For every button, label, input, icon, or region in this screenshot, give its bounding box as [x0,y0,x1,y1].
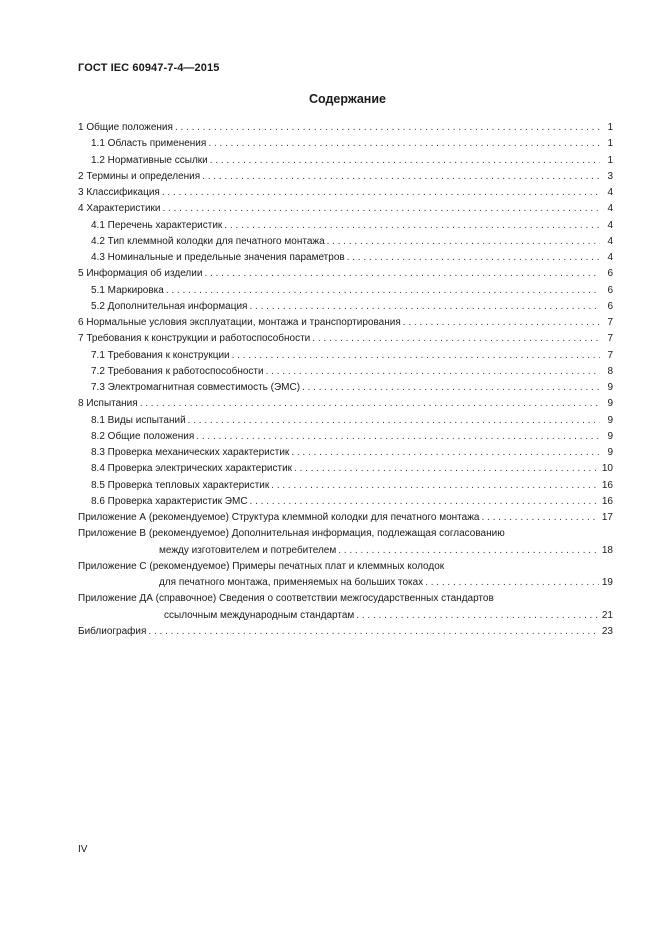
toc-leader-dots [148,626,598,637]
toc-leader-dots [403,317,600,328]
toc-entry[interactable] [78,285,613,301]
toc-entry-page: 16 [601,495,613,507]
toc-entry-label: 7.1 Требования к конструкции [91,349,230,361]
toc-entry[interactable] [78,171,613,187]
toc-entry-label: 8 Испытания [78,398,138,410]
toc-entry-label: 1 Общие положения [78,122,173,133]
toc-entry-label: Библиография [78,625,147,637]
toc-entry-label: между изготовителем и потребителем [159,544,337,556]
toc-leader-dots [175,122,600,133]
toc-entry-page: 9 [607,430,613,442]
toc-leader-dots [271,480,599,491]
document-header: ГОСТ IEC 60947-7-4—2015 [78,62,220,74]
toc-entry[interactable] [78,268,613,284]
toc-entry-page: 4 [607,235,613,247]
toc-entry[interactable] [78,398,613,414]
toc-entry-page: 7 [607,317,613,328]
toc-entry[interactable] [78,220,613,236]
toc-entry[interactable] [78,122,613,138]
toc-leader-dots [294,463,599,474]
toc-leader-dots [224,220,600,231]
toc-entry[interactable] [78,496,613,512]
toc-entry-page: 4 [607,252,613,263]
toc-entry[interactable] [78,415,613,431]
toc-entry-page: 18 [601,544,613,556]
toc-leader-dots [338,545,599,556]
toc-entry-label: для печатного монтажа, применяемых на больших токах [159,577,424,588]
toc-entry[interactable] [78,155,613,171]
toc-entry-label: Приложение ДА (справочное) Сведения о соответствии межгосударственных стандартов [78,593,494,605]
table-of-contents [78,122,613,642]
toc-entry-label: 5.2 Дополнительная информация [91,300,248,312]
toc-entry-page: 6 [607,300,613,312]
toc-entry-appendix-b-line2[interactable] [78,545,613,561]
toc-entry-label: 4.2 Тип клеммной колодки для печатного монтажа [91,235,325,247]
toc-entry[interactable] [78,382,613,398]
toc-leader-dots [481,512,598,523]
toc-entry-appendix-c-line1[interactable] [78,561,613,577]
toc-entry[interactable] [78,203,613,219]
toc-entry-appendix-da-line1[interactable] [78,593,613,609]
toc-leader-dots [425,577,599,588]
toc-entry-page: 9 [607,447,613,458]
toc-entry-label: Приложение С (рекомендуемое) Примеры печатных плат и клеммных колодок [78,560,445,572]
toc-entry-label: 1.1 Область применения [91,138,207,150]
page-title [0,92,661,106]
toc-leader-dots [347,252,600,263]
toc-leader-dots [188,415,600,426]
page-title-text: Содержание [308,92,386,106]
toc-entry-page: 9 [607,414,613,426]
toc-leader-dots [210,155,600,166]
toc-entry[interactable] [78,480,613,496]
page-number: IV [78,844,88,855]
toc-leader-dots [163,203,601,214]
toc-entry-label: 8.5 Проверка тепловых характеристик [91,479,270,491]
toc-entry-page: 17 [601,512,613,523]
toc-entry[interactable] [78,301,613,317]
toc-entry-label: 7.3 Электромагнитная совместимость (ЭМС) [91,382,301,393]
toc-entry-page: 1 [607,138,613,150]
toc-leader-dots [250,496,599,507]
toc-entry-label: 4 Характеристики [78,203,161,215]
toc-entry-label: 5.1 Маркировка [91,284,164,296]
toc-entry-label: Приложение А (рекомендуемое) Структура клеммной колодки для печатного монтажа [78,512,480,523]
toc-entry-label: 1.2 Нормативные ссылки [91,154,208,166]
toc-leader-dots [196,431,600,442]
toc-entry-page: 9 [607,398,613,410]
toc-entry[interactable] [78,138,613,154]
toc-entry-page: 4 [607,219,613,231]
toc-entry-bibliography[interactable] [78,626,613,642]
toc-entry[interactable] [78,447,613,463]
toc-leader-dots [232,350,600,361]
toc-entry-label: 7 Требования к конструкции и работоспособности [78,333,311,345]
toc-leader-dots [266,366,600,377]
toc-entry-page: 1 [607,122,613,133]
toc-entry[interactable] [78,252,613,268]
toc-entry-page: 7 [607,349,613,361]
toc-entry-label: ссылочным международным стандартам [164,609,355,621]
toc-entry-page: 9 [607,382,613,393]
toc-entry-page: 4 [607,187,613,198]
toc-leader-dots [291,447,600,458]
toc-entry-page: 16 [601,479,613,491]
toc-entry-label: 8.4 Проверка электрических характеристик [91,463,293,475]
toc-entry-page: 3 [607,170,613,182]
toc-entry-label: 4.1 Перечень характеристик [91,219,223,231]
toc-entry-label: 6 Нормальные условия эксплуатации, монтажа и транспортирования [78,317,401,328]
toc-leader-dots [208,138,600,149]
toc-entry-label: 4.3 Номинальные и предельные значения параметров [91,252,345,263]
toc-entry-label: 8.1 Виды испытаний [91,414,186,426]
toc-entry-appendix-c-line2[interactable] [78,577,613,593]
toc-entry-label: 5 Информация об изделии [78,268,203,280]
toc-entry-label: 3 Классификация [78,187,160,198]
toc-entry-page: 6 [607,268,613,280]
toc-entry-label: 2 Термины и определения [78,170,201,182]
toc-leader-dots [249,301,600,312]
toc-entry-appendix-b-line1[interactable] [78,528,613,544]
toc-entry-page: 7 [607,333,613,345]
toc-leader-dots [327,236,600,247]
toc-leader-dots [202,171,600,182]
toc-entry-page: 1 [607,154,613,166]
toc-entry[interactable] [78,187,613,203]
toc-leader-dots [166,285,600,296]
toc-entry[interactable] [78,236,613,252]
toc-entry-label: 8.3 Проверка механических характеристик [91,447,290,458]
toc-leader-dots [140,398,600,409]
toc-entry[interactable] [78,350,613,366]
toc-entries [78,122,613,512]
toc-entry-appendix-a[interactable] [78,512,613,528]
toc-entry-appendix-da-line2[interactable] [78,610,613,626]
toc-entry[interactable] [78,431,613,447]
toc-entry-page: 10 [601,463,613,475]
toc-leader-dots [312,333,600,344]
toc-entry-label: Приложение В (рекомендуемое) Дополнительная информация, подлежащая согласованию [78,528,505,540]
toc-entry[interactable] [78,366,613,382]
toc-leader-dots [356,610,599,621]
toc-entry-page: 19 [601,577,613,588]
toc-entry[interactable] [78,333,613,349]
toc-leader-dots [204,268,600,279]
toc-entry-label: 7.2 Требования к работоспособности [91,365,264,377]
toc-entry-page: 6 [607,284,613,296]
toc-entry[interactable] [78,317,613,333]
toc-entry-page: 21 [601,609,613,621]
toc-entry-page: 23 [601,625,613,637]
toc-leader-dots [302,382,600,393]
toc-leader-dots [162,187,600,198]
toc-entry[interactable] [78,463,613,479]
toc-entry-label: 8.6 Проверка характеристик ЭМС [91,495,248,507]
toc-entry-label: 8.2 Общие положения [91,430,195,442]
toc-entry-page: 4 [607,203,613,215]
toc-entry-page: 8 [607,365,613,377]
